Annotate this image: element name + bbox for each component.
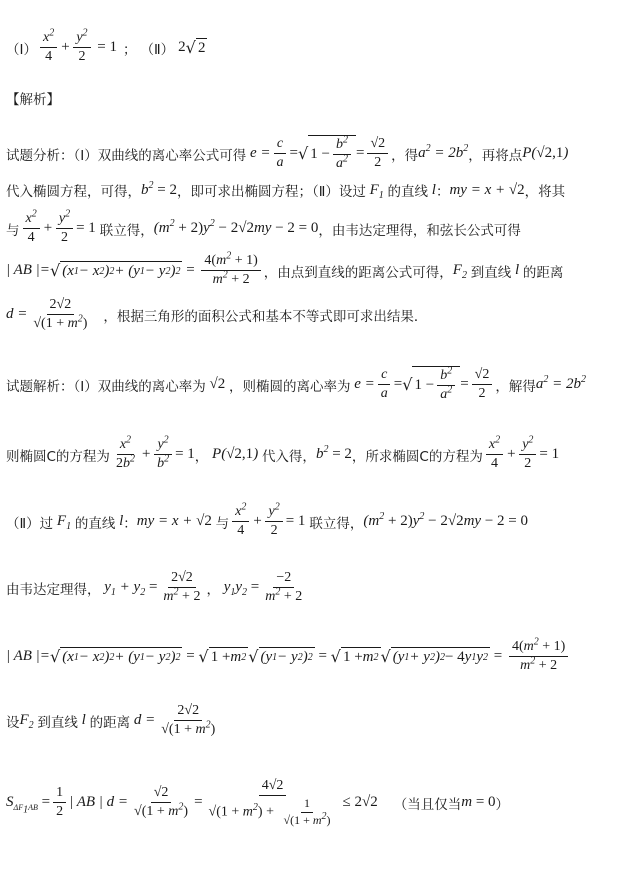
analysis-line-4: | AB |= √ (x 1 − x 2 ) 2 + (y 1 − y 2 ) 2 = $\frac{4(m^2 + 1)}{m^2 + 2}$ ，由点到直线的距离公式可得， $F_2$ 到直线 l 的距离 <box>6 250 564 288</box>
answer-part1-label: （Ⅰ） <box>6 41 37 58</box>
analysis-text-1b: ，得 <box>391 147 419 164</box>
analysis-text-2c: 的直线 <box>387 184 429 200</box>
solution-text-2d: ，所求椭圆C的方程为 <box>351 448 483 465</box>
answer-part2-label: （Ⅱ） <box>140 41 175 58</box>
analysis-line-3: 与 $\frac{x^2}{4}$ + $\frac{y^2}{2}$ = 1 联立得， $(m^2 + 2)y^2 - 2√2my - 2 = 0$ ，由韦达定理得，和弦长公式可得 <box>6 208 521 246</box>
solution-text-6b: 到直线 <box>37 714 78 731</box>
analysis-text-3a: 与 <box>6 222 20 239</box>
analysis-text-4c: 的距离 <box>522 264 564 281</box>
analysis-text-2d: ，将其 <box>524 184 566 200</box>
solution-text-4b: ， <box>206 581 220 598</box>
analysis-text-1: 试题分析：（Ⅰ）双曲线的离心率公式可得 <box>6 147 247 164</box>
analysis-text-1c: ，再将点 <box>468 147 523 164</box>
solution-line-3: （Ⅱ）过 $F_1$ 的直线 l ： my = x + √2 与 $\frac{x^2}{4}$ + $\frac{y^2}{2}$ = 1 联立得， $(m^2 + 2)y^2 - 2√2my - 2 = 0$ <box>6 501 529 539</box>
solution-text-2c: 代入得， <box>261 448 316 465</box>
analysis-text-3c: ，由韦达定理得，和弦长公式可得 <box>318 222 521 239</box>
solution-text-2a: 则椭圆C的方程为 <box>6 448 110 465</box>
answer-line: （Ⅰ） $\frac{x^2}{4}$ + $\frac{y^2}{2}$ = 1 ； （Ⅱ） 2 √ 2 <box>6 27 206 65</box>
solution-line-2: 则椭圆C的方程为 $\frac{x^2}{2b^2}$ + $\frac{y^2}{b^2}$ = 1 ， P(√2,1) 代入得， $b^2 = 2$ ，所求椭圆C的方程为 $\frac{x^2}{4}$ + $\frac{y^2}{2}$ = 1 <box>6 434 560 472</box>
analysis-text-4a: ，由点到直线的距离公式可得， <box>263 264 453 281</box>
analysis-line-1: 试题分析：（Ⅰ）双曲线的离心率公式可得 e = $\frac{c}{a}$ = √ 1 − $\frac{b^2}{a^2}$ = $\frac{√2}{2}$ ，得 $a^2 = 2b^2$ ，再将点 P(√2,1) <box>6 134 569 172</box>
solution-line-5: | AB |= √ (x 1 − x 2 ) 2 + (y 1 − y 2 ) 2 = √ 1 + m 2 √ (y 1 − y 2 ) 2 = √ 1 + m 2 √ (y 1 + y 2 ) 2 − 4 y 1 y 2 = $\frac{4(m^2 + 1)}{m^2 + 2}$ <box>6 639 571 674</box>
solution-note-end: ） <box>495 796 510 813</box>
section-label: 【解析】 <box>6 92 60 108</box>
solution-note: （当且仅当 <box>393 796 462 813</box>
solution-line-7: $S_{\Delta F_1AB}$ = $\frac{1}{2}$ | AB | d = $\frac{√2}{√(1 + m^2)}$ = 4√2 $√(1 + m^2)$ + $\frac{1}{√(1 + m^2)}$ ≤ 2√2 （当且仅当 m = 0 ） <box>6 778 510 827</box>
solution-text-3a: （Ⅱ）过 <box>6 515 54 532</box>
analysis-text-4b: 到直线 <box>470 264 512 281</box>
solution-text-1a: 试题解析：（Ⅰ）双曲线的离心率为 <box>6 378 206 395</box>
analysis-line-2: 代入椭圆方程，可得， $b^2 = 2$ ，即可求出椭圆方程；（Ⅱ）设过 $F_1$ 的直线 l ： my = x + √2 ，将其 <box>6 179 566 201</box>
solution-text-4a: 由韦达定理得， <box>6 581 101 598</box>
answer-sep: ； <box>123 41 137 58</box>
solution-text-1b: ，则椭圆的离心率为 <box>228 378 351 395</box>
solution-text-2b: ， <box>194 448 209 465</box>
analysis-text-3b: 联立得， <box>99 222 154 239</box>
solution-text-3d: 联立得， <box>309 515 364 532</box>
solution-text-6c: 的距离 <box>89 714 131 731</box>
analysis-line-5: d = $\frac{2√2}{√(1 + m^2)}$ ，根据三角形的面积公式和基本不等式即可求出结果． <box>6 297 428 332</box>
solution-line-1: 试题解析：（Ⅰ）双曲线的离心率为 √2 ，则椭圆的离心率为 e = $\frac{c}{a}$ = √ 1 − $\frac{b^2}{a^2}$ = $\frac{√2}{2}$ ，解得 $a^2 = 2b^2$ <box>6 365 586 403</box>
solution-line-6: 设 $F_2$ 到直线 l 的距离 d = $\frac{2√2}{√(1 + m^2)}$ <box>6 703 216 738</box>
solution-text-6a: 设 <box>6 714 20 731</box>
solution-text-3b: 的直线 <box>74 515 116 532</box>
analysis-text-5: ，根据三角形的面积公式和基本不等式即可求出结果． <box>103 308 428 325</box>
solution-line-4: 由韦达定理得， $y_1 + y_2$ = $\frac{2√2}{m^2 + 2}$ ， $y_1y_2$ = $\frac{-2}{m^2 + 2}$ <box>6 570 303 605</box>
analysis-text-2a: 代入椭圆方程，可得， <box>6 184 141 200</box>
analysis-text-2b: ，即可求出椭圆方程；（Ⅱ）设过 <box>176 184 366 200</box>
solution-text-3c: 与 <box>215 515 230 532</box>
solution-text-1c: ，解得 <box>495 378 536 395</box>
